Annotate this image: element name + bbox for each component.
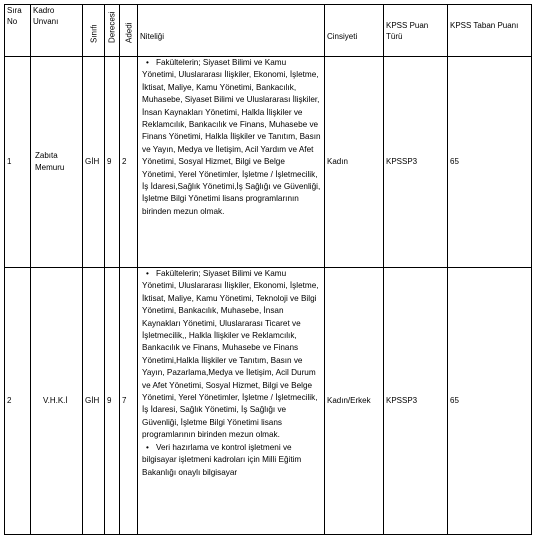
bullet-icon: • bbox=[146, 269, 149, 278]
cell-derecesi: 9 bbox=[105, 268, 120, 535]
header-niteligi: Niteliği bbox=[138, 5, 325, 57]
niteligi-text: Veri hazırlama ve kontrol işletmeni ve bilgisayar işletmeni kadroları için Milli Eğitim Bakanlığı onaylı bilgisayar bbox=[142, 442, 302, 477]
cell-cinsiyeti: Kadın/Erkek bbox=[325, 268, 384, 535]
header-adedi bbox=[120, 5, 138, 57]
bullet-icon: • bbox=[146, 442, 149, 452]
cell-kadro-unvani: Zabıta Memuru bbox=[31, 57, 83, 268]
cell-adedi: 2 bbox=[120, 57, 138, 268]
cell-cinsiyeti: Kadın bbox=[325, 57, 384, 268]
cell-kpss-puan-turu: KPSSP3 bbox=[384, 268, 448, 535]
table-row bbox=[5, 57, 532, 268]
cell-kpss-puan-turu: KPSSP3 bbox=[384, 57, 448, 268]
list-item bbox=[142, 57, 321, 218]
cell-sira-no: 1 bbox=[5, 57, 31, 268]
header-kpss-taban-puani: KPSS Taban Puanı bbox=[448, 5, 532, 57]
header-adedi-label: Adedi bbox=[124, 22, 133, 43]
list-item bbox=[142, 268, 321, 442]
cell-kpss-taban-puani: 65 bbox=[448, 268, 532, 535]
kadro-table bbox=[4, 4, 532, 535]
header-sira-no: Sıra No bbox=[5, 5, 31, 57]
header-derecesi-label: Derecesi bbox=[107, 11, 117, 43]
cell-kpss-taban-puani: 65 bbox=[448, 57, 532, 268]
cell-sira-no: 2 bbox=[5, 268, 31, 535]
cell-niteligi bbox=[138, 268, 325, 535]
cell-derecesi: 9 bbox=[105, 57, 120, 268]
bullet-icon: • bbox=[146, 58, 149, 67]
cell-niteligi bbox=[138, 57, 325, 268]
header-kpss-puan-turu: KPSS Puan Türü bbox=[384, 5, 448, 57]
list-item bbox=[142, 442, 321, 479]
niteligi-text: Fakültelerin; Siyaset Bilimi ve Kamu Yönetimi, Uluslararası İlişkiler, Ekonomi, İşletme, İktisat, Maliye, Kamu Yönetimi, Teknoloji ve Bilgi Yönetimi, Bankacılık, Muhasebe, İnsan Kaynakları Yönetimi, Uluslararası Ticaret ve İşletmecilik,, Halkla İlişkiler ve Reklamcılık, Bankacılık ve Finans, Muhasebe ve Finans Yönetimi,Halkla İlişkiler ve Tanıtım, Basın ve Yayın, Pazarlama,Medya ve İletişim, Acil Durum ve Afet Yönetimi, Sosyal Hizmet, Bilgi ve Belge Yönetimi, Yerel Yönetimler, İşletme / İşletmecilik, İş İdaresi, Sağlık Yönetimi, İş Sağlığı ve Güvenliği, İşletme Bilgi Yönetimi lisans programlarının birinden mezun olmak. bbox=[142, 269, 319, 440]
cell-sinifi: GİH bbox=[83, 57, 105, 268]
header-sinifi-label: Sınıfı bbox=[89, 24, 98, 43]
cell-kadro-unvani: V.H.K.İ bbox=[31, 268, 83, 535]
header-cinsiyeti: Cinsiyeti bbox=[325, 5, 384, 57]
header-row bbox=[5, 5, 532, 57]
niteligi-text: Fakültelerin; Siyaset Bilimi ve Kamu Yönetimi, Uluslararası İlişkiler, Ekonomi, İşletme, İktisat, Maliye, Kamu Yönetimi, Bankacılık, Muhasebe, Siyaset Bilimi ve Uluslararası İlişkiler, İnsan Kaynakları Yönetimi, Halkla İlişkiler ve Reklamcılık, Bankacılık ve Finans, Muhasebe ve Finans Yönetimi, Halkla İlişkiler ve Tanıtım, Basın ve Yayın, Medya ve İletişim, Acil Yardım ve Afet Yönetimi, Sosyal Hizmet, Bilgi ve Belge Yönetimi, Yerel Yönetimler, İşletme / İşletmecilik, İş İdaresi,Sağlık Yönetimi,İş Sağlığı ve Güvenliği, İşletme Bilgi Yönetimi lisans programlarının birinden mezun olmak. bbox=[142, 58, 321, 216]
cell-sinifi: GİH bbox=[83, 268, 105, 535]
niteligi-list bbox=[142, 268, 321, 479]
header-sinifi bbox=[83, 5, 105, 57]
niteligi-list bbox=[142, 57, 321, 218]
header-derecesi bbox=[105, 5, 120, 57]
table-row bbox=[5, 268, 532, 535]
cell-adedi: 7 bbox=[120, 268, 138, 535]
header-kadro-unvani: Kadro Unvanı bbox=[31, 5, 83, 57]
